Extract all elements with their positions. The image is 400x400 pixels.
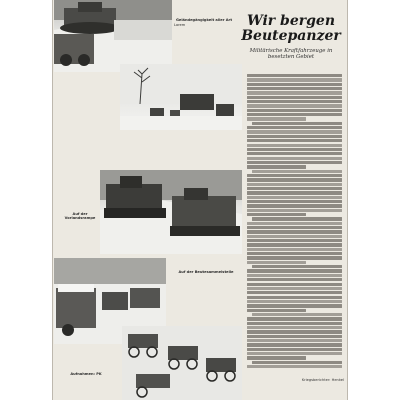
article-title-line1: Wir bergen [247,13,335,29]
caption-middle-title: Auf der Vorlandsrampe [64,212,96,221]
body-text-line [252,170,342,173]
author-signature: Kriegsberichter: Henkel [301,378,344,382]
body-text-line [247,283,342,286]
body-text-line [247,104,342,107]
body-text-line [247,274,342,277]
body-text-line [247,252,342,255]
body-text-line [247,304,342,307]
caption-bottom [56,372,116,396]
body-text-line [247,226,342,229]
caption-top-title: Geländegängigkeit aller Art [175,18,233,22]
body-text-line [247,74,342,77]
body-text-line [247,91,342,94]
body-text-line [247,139,342,142]
photo-tank-top [54,0,172,72]
body-text-line [247,287,342,290]
body-text-line [247,343,342,346]
body-text-line [247,248,342,251]
body-text-line [252,265,342,268]
caption-middle [62,212,98,258]
body-text-line [247,83,342,86]
body-text-line [247,191,342,194]
caption-sammelstelle-title: Auf der Beutesammelstelle [178,270,234,274]
body-text-line [247,243,342,246]
body-text-line [247,152,342,155]
page-edge-right [347,0,348,400]
body-text-line [247,261,306,264]
body-text-line [247,326,342,329]
body-text-line [247,222,342,225]
body-text-line [247,78,342,81]
body-text-line [247,183,342,186]
body-text-line [247,352,342,355]
body-text-line [247,365,342,368]
body-text-line [247,356,306,359]
caption-left-text [56,98,118,160]
body-text-line [247,100,342,103]
body-text-line [247,200,342,203]
body-text-line [247,109,342,112]
body-text-line [247,235,342,238]
body-text-line [247,87,342,90]
caption-bottom-title: Aufnahmen: PK [70,372,102,376]
body-text-line [247,144,342,147]
body-text-line [252,217,342,220]
body-text-line [247,161,342,164]
body-text-line [247,204,342,207]
body-text-line [247,339,342,342]
body-text-line [252,122,342,125]
body-text-line [247,174,342,177]
body-text-line [247,230,342,233]
article-title-line2: Beutepanzer [241,28,341,44]
body-text-line [247,213,306,216]
body-text-line [247,135,342,138]
body-text-line [247,239,342,242]
body-text-line [247,113,342,116]
body-text-line [247,178,342,181]
page-edge-left [52,0,53,400]
article-title-block [238,14,344,61]
body-text-line [247,322,342,325]
body-text-line [247,96,342,99]
article-body [247,74,342,374]
body-text-line [247,300,342,303]
body-text-line [247,209,342,212]
caption-top: Geländegängigkeit aller Art Lorem [174,18,233,28]
body-text-line [247,256,342,259]
body-text-line [247,309,306,312]
body-text-line [252,313,342,316]
body-text-line [247,117,306,120]
body-text-line [247,330,342,333]
body-text-line [252,361,342,364]
article-subtitle: Militärische Kraftfahrzeuge in besetzten Gebiet [249,48,333,61]
body-text-line [247,165,306,168]
body-text-line [247,148,342,151]
body-text-line [247,335,342,338]
body-text-line [247,278,342,281]
photo-winter-camp [120,64,242,130]
photo-wagons [122,326,242,400]
body-text-line [247,291,342,294]
body-text-line [247,196,342,199]
body-text-line [247,126,342,129]
body-text-line [247,269,342,272]
body-text-line [247,296,342,299]
body-text-line [247,348,342,351]
caption-sammelstelle [170,270,242,320]
body-text-line [247,317,342,320]
body-text-line [247,187,342,190]
body-text-line [247,130,342,133]
body-text-line [247,157,342,160]
photo-tank-road [100,170,242,254]
